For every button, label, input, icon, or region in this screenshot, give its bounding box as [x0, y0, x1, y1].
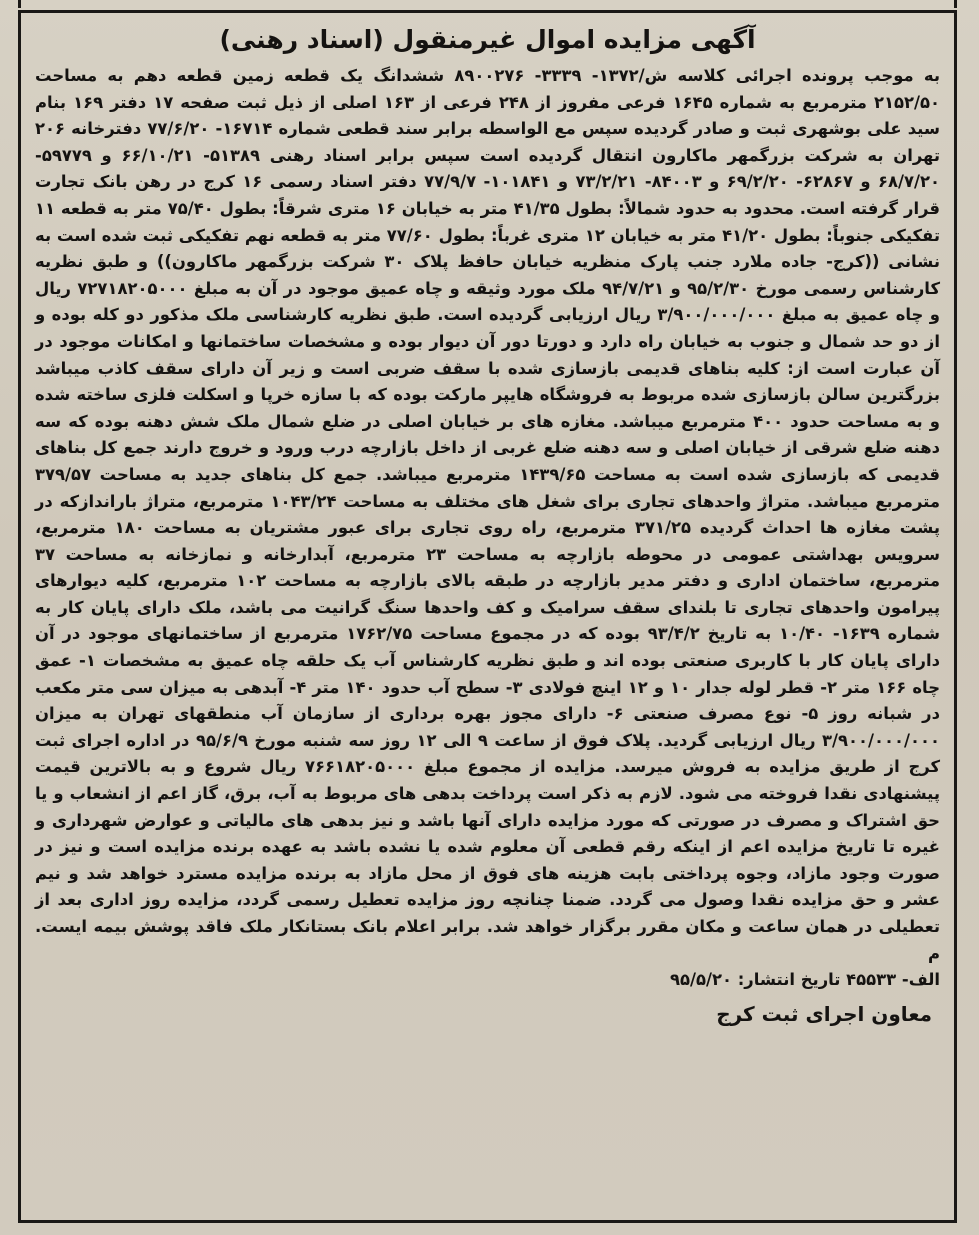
- notice-signature: معاون اجرای ثبت کرج: [716, 1002, 932, 1027]
- notice-reference: الف- ۴۵۵۳۳ تاریخ انتشار: ۹۵/۵/۲۰: [670, 970, 940, 990]
- notice-title: آگهی مزایده اموال غیرمنقول (اسناد رهنی): [219, 25, 756, 54]
- notice-body: به موجب پرونده اجرائی کلاسه ش/۱۳۷۲- ۳۳۳۹- ۸۹۰۰۲۷۶ ششدانگ یک قطعه زمین قطعه دهم به مساحت ۲۱۵۲/۵۰ مترمربع به شماره ۱۶۴۵ فرعی مفروز از ۲۴۸ فرعی از ۱۶۳ اصلی از ذیل ثبت صفحه ۱۷ دفتر ۱۶۹ بنام سید علی بوشهری ثبت و صادر گردیده سپس مع الواسطه برابر سند قطعی شماره ۱۶۷۱۴- ۷۷/۶/۲۰ دفترخانه ۲۰۶ تهران به شرکت بزرگمهر ماکارون انتقال گردیده است سپس برابر اسناد رهنی ۵۱۳۸۹- ۶۶/۱۰/۲۱ و ۵۹۷۷۹- ۶۸/۷/۲۰ و ۶۲۸۶۷- ۶۹/۲/۲۰ و ۸۴۰۰۳- ۷۳/۲/۲۱ و ۱۰۱۸۴۱- ۷۷/۹/۷ دفتر اسناد رسمی ۱۶ کرج در رهن بانک تجارت قرار گرفته است. محدود به حدود شمالاً: بطول ۴۱/۳۵ متر به خیابان ۱۶ متری شرقاً: بطول ۷۵/۴۰ متر به قطعه ۱۱ تفکیکی جنوباً: بطول ۴۱/۲۰ متر به خیابان ۱۲ متری غرباً: بطول ۷۷/۶۰ متر به قطعه نهم تفکیکی ثبت شده است به نشانی ((کرج- جاده ملارد جنب پارک منظریه خیابان حافظ پلاک ۳۰ شرکت بزرگمهر ماکارون)) و طبق نظریه کارشناس رسمی مورخ ۹۵/۲/۳۰ و ۹۴/۷/۲۱ ملک مورد وثیقه و چاه عمیق موجود در آن به مبلغ ۷۲۷۱۸۲۰۵۰۰۰ ریال و چاه عمیق به مبلغ ۳/۹۰۰/۰۰۰/۰۰۰ ریال ارزیابی گردیده است. طبق نظریه کارشناسی ملک مذکور دو کله بوده و از دو حد شمال و جنوب به خیابان راه دارد و دورتا دور آن دیوار بوده و مشخصات ساختمانها و امکانات موجود در آن عبارت است از: کلیه بناهای قدیمی بازسازی شده با سقف ضربی است و زیر آن دارای سقف کاذب میباشد بزرگترین سالن بازسازی شده مربوط به فروشگاه هایپر مارکت بوده که با سازه خرپا و اسکلت فلزی ساخته شده و به مساحت حدود ۴۰۰ مترمربع میباشد. مغازه های بر خیابان اصلی در ضلع شمال ملک شش دهنه بوده که سه دهنه ضلع شرقی از خیابان اصلی و سه دهنه ضلع غربی از داخل بازارچه درب ورود و خروج دارند جمع کل بناهای قدیمی که بازسازی شده است به مساحت ۱۴۳۹/۶۵ مترمربع میباشد. جمع کل بناهای جدید به مساحت ۳۷۹/۵۷ مترمربع میباشد. متراژ واحدهای تجاری برای شغل های مختلف به مساحت ۱۰۴۳/۲۴ مترمربع، متراژ باراندازکه در پشت مغازه ها احداث گردیده ۳۷۱/۲۵ مترمربع، راه روی تجاری برای عبور مشتریان به مساحت ۱۸۰ مترمربع، سرویس بهداشتی عمومی در محوطه بازارچه به مساحت ۲۳ مترمربع، آبدارخانه و نمازخانه به مساحت ۳۷ مترمربع، ساختمان اداری و دفتر مدیر بازارچه در طبقه بالای بازارچه به مساحت ۱۰۲ مترمربع، کلیه دیوارهای پیرامون واحدهای تجاری تا بلندای سقف سرامیک و کف واحدها سنگ گرانیت می باشد، ملک دارای پایان کار به شماره ۱۶۳۹- ۱۰/۴۰ به تاریخ ۹۳/۴/۲ بوده که در مجموع مساحت ۱۷۶۲/۷۵ مترمربع از ساختمانهای موجود در آن دارای پایان کار با کاربری صنعتی بوده اند و طبق نظریه کارشناس آب یک حلقه چاه عمیق به مشخصات ۱- عمق چاه ۱۶۶ متر ۲- قطر لوله جدار ۱۰ و ۱۲ اینچ فولادی ۳- سطح آب حدود ۱۴۰ متر ۴- آبدهی به میزان سی متر مکعب در شبانه روز ۵- نوع مصرف صنعتی ۶- دارای مجوز بهره برداری از سازمان آب منطقهای تهران به میزان ۳/۹۰۰/۰۰۰/۰۰۰ ریال ارزیابی گردید. پلاک فوق از ساعت ۹ الی ۱۲ روز سه شنبه مورخ ۹۵/۶/۹ در اداره اجرای ثبت کرج از طریق مزایده به فروش میرسد. مزایده از مجموع مبلغ ۷۶۶۱۸۲۰۵۰۰۰ ریال شروع و به بالاترین قیمت پیشنهادی نقدا فروخته می شود. لازم به ذکر است پرداخت بدهی های مربوط به آب، برق، گاز اعم از انشعاب و یا حق اشتراک و مصرف در صورتی که مورد مزایده دارای آنها باشد و نیز بدهی های مالیاتی و عوارض شهرداری و غیره تا تاریخ مزایده اعم از اینکه رقم قطعی آن معلوم شده یا نشده باشد به عهده برنده مزایده است و نیز در صورت وجود مازاد، وجوه پرداختی بابت هزینه های فوق از محل مازاد به برنده مزایده مسترد خواهد شد و نیم عشر و حق مزایده نقدا وصول می گردد. ضمنا چنانچه روز مزایده تعطیل رسمی گردد، مزایده روز اداری بعد از تعطیلی در همان ساعت و مکان مقرر برگزار خواهد شد. برابر اعلام بانک بستانکار ملک فاقد پوشش بیمه ایست. م: [35, 66, 941, 963]
- top-border-rule: [18, 0, 957, 8]
- notice-frame: [18, 10, 957, 1223]
